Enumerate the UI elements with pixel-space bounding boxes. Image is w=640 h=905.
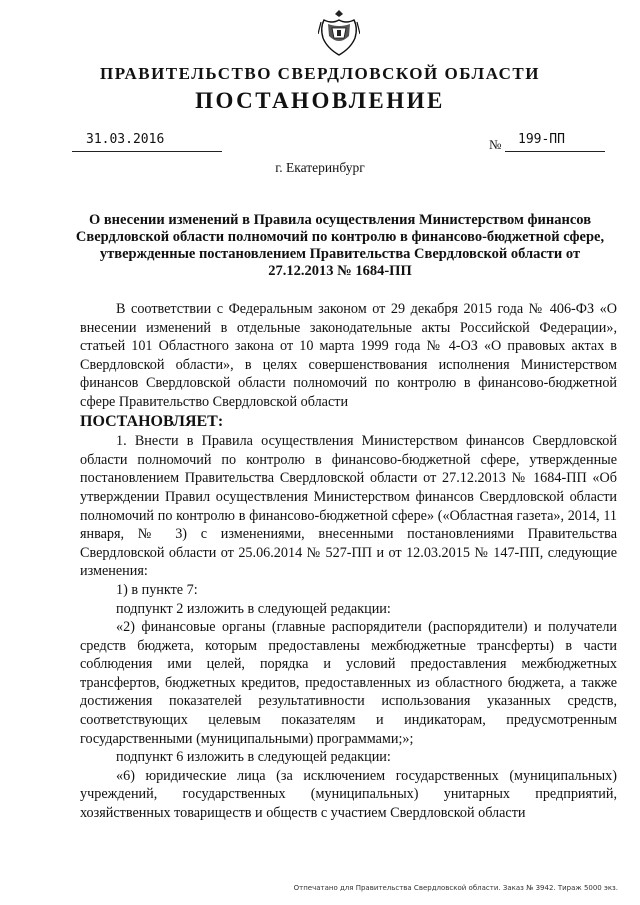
preamble-paragraph: В соответствии с Федеральным законом от 29 декабря 2015 года № 406-ФЗ «О внесении изменений в отдельные законодательные акты Российской Федерации», статьей 101 Областного закона от 10 марта 1999 года № 4-ОЗ «О правовых актах в Свердловской области», в целях совершенствования исполнения Министерством финансов Свердловской области полномочий по контролю в финансово-бюджетной сфере Правительство Свердловской области <box>80 301 617 410</box>
paragraph-1: 1. Внести в Правила осуществления Министерством финансов Свердловской области полномочий по контролю в финансово-бюджетной сфере, утвержденные постановлением Правительства Свердловской области от 27.12.2013 № 1684-ПП «Об утверждении Правил осуществления Министерством финансов Свердловской области полномочий по контролю в финансово-бюджетной сфере» («Областная газета», 2014, 11 января, № 3) с изменениями, внесенными постановлениями Правительства Свердловской области от 25.06.2014 № 527-ПП и от 12.03.2015 № 147-ПП, следующие изменения: <box>80 433 617 580</box>
paragraph-2: 1) в пункте 7: <box>116 581 198 598</box>
government-name: ПРАВИТЕЛЬСТВО СВЕРДЛОВСКОЙ ОБЛАСТИ <box>100 64 540 83</box>
paragraph-4: «2) финансовые органы (главные распорядители (распорядители) и получатели средств бюджета, которым предоставлены межбюджетные трансферты) в части соблюдения ими целей, порядка и условий предоставления межбюджетных трансфертов, бюджетных кредитов, предоставленных из областного бюджета, а также достижения показателей результативности использования указанных средств, соответствующих целевым показателям и индикаторам, предусмотренным государственными (муниципальными) программами;»; <box>80 619 617 747</box>
decree-number: 199-ПП <box>518 132 565 147</box>
number-underline <box>505 151 605 152</box>
print-footer: Отпечатано для Правительства Свердловской области. Заказ № 3942. Тираж 5000 экз. <box>293 884 618 892</box>
decree-date: 31.03.2016 <box>86 132 165 147</box>
number-label: № <box>489 137 502 152</box>
resolve-heading: ПОСТАНОВЛЯЕТ: <box>80 412 224 430</box>
coat-of-arms-emblem <box>318 8 360 58</box>
paragraph-5: подпункт 6 изложить в следующей редакции: <box>116 749 391 766</box>
document-type: ПОСТАНОВЛЕНИЕ <box>195 88 445 113</box>
paragraph-6: «6) юридические лица (за исключением государственных (муниципальных) учреждений, государственных (муниципальных) унитарных предприятий, хозяйственных товариществ и обществ с участием Свердловской области <box>80 767 617 822</box>
city: г. Екатеринбург <box>275 160 365 175</box>
paragraph-3: подпункт 2 изложить в следующей редакции: <box>116 600 391 617</box>
date-underline <box>72 151 222 152</box>
document-body <box>80 300 617 823</box>
document-title: О внесении изменений в Правила осуществления Министерством финансов Свердловской области полномочий по контролю в финансово-бюджетной сфере, утвержденные постановлением Правительства Свердловской области от 27.12.2013 № 1684-ПП <box>75 212 605 279</box>
